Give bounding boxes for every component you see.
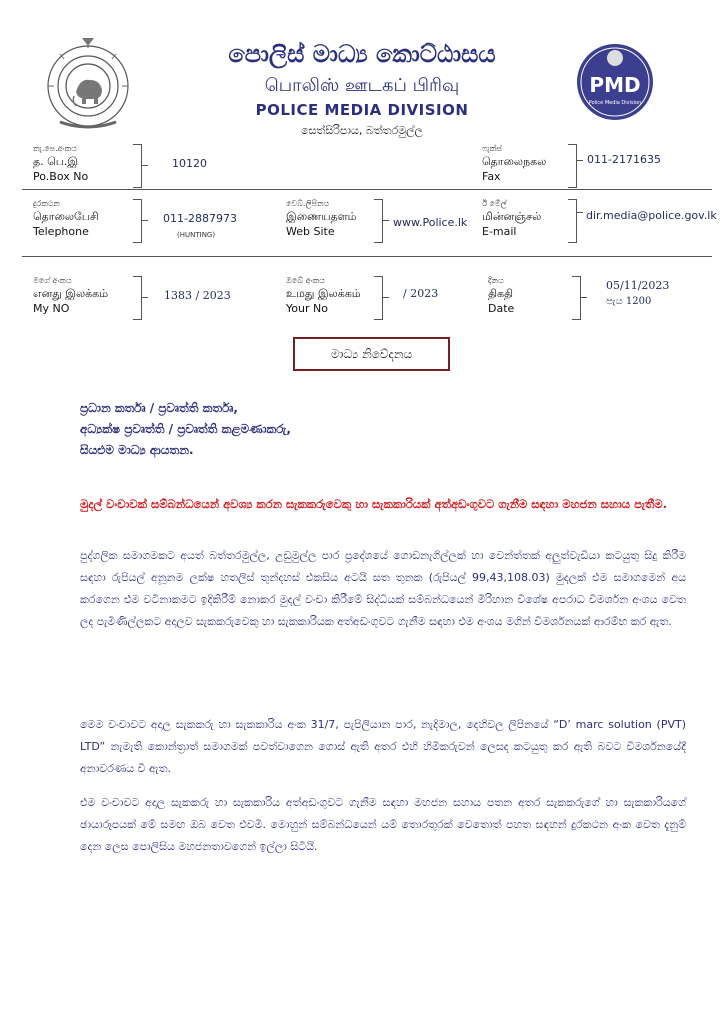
my-no-labels [33,276,108,316]
email-label-ta: மின்னஞ்சல் [482,210,542,223]
your-no-bracket-tick [382,297,389,298]
date-label-si: දිනය [488,276,504,285]
title-english: POLICE MEDIA DIVISION [255,101,469,119]
date-label-ta: திகதி [488,287,514,300]
fax-label-si: ෆැක්ස් [482,144,502,153]
subject-line: මුදල් වංචාවක් සම්බන්ධයෙන් අවශ්‍ය කරන සැකකරුවෙකු හා සැකකාරියක් අත්අඩංගුවට ගැනීම සඳහා මහජන සහාය පැතීම. [80,497,668,511]
title-tamil: பொலிஸ் ஊடகப் பிரிவு [264,75,460,96]
your-no-value: / 2023 [403,287,439,300]
fax-bracket-tick [576,160,583,161]
email-label-en: E-mail [482,225,517,238]
pobox-value: 10120 [172,157,207,170]
pobox-label-si: තැ.පෙ.අංකය [33,144,77,153]
pmd-logo-subtext: Police Media Division [588,100,642,106]
title-sinhala: පොලිස් මාධ්‍ය කොට්ඨාසය [228,40,496,68]
divider-1 [22,189,712,190]
telephone-label-en: Telephone [33,225,89,238]
body-paragraph-2: මෙම වංචාවට අදාල සැකකරු හා සැකකාරිය අංක 31/7, පැපිලියාන පාර, නැදිමාල, දෙහිවල ලිපිනයේ “D’ marc solution (PVT) LTD” නැමැති කොන්ත්‍රාත් සමාගමක් පවත්වාගෙන ගොස් ඇති අතර එහි හිමිකරුවන් ලෙසද කටයුතු කර ඇති බවට විමර්ශනයේදී අනාවරණය වී ඇත. [80,718,686,775]
telephone-value: 011-2887973 [163,212,237,225]
website-bracket [374,199,383,243]
your-no-label-ta: உமது இலக்கம் [286,287,361,300]
telephone-labels [33,199,99,239]
telephone-label-ta: தொலைபேசி [33,210,99,223]
fax-bracket [568,144,577,188]
email-bracket-tick [576,212,583,213]
pobox-labels [33,144,88,184]
your-no-labels [286,276,361,316]
fax-value: 011-2171635 [587,153,661,166]
fax-labels [482,144,546,184]
telephone-bracket-tick [141,220,148,221]
your-no-label-si: ඔබේ අංකය [286,276,325,285]
my-no-label-si: මගේ අංකය [33,276,72,285]
your-no-label-en: Your No [286,302,328,315]
website-link[interactable]: www.Police.lk [393,216,468,229]
date-value: 05/11/2023 [606,279,670,292]
your-no-bracket [374,276,383,320]
my-no-value: 1383 / 2023 [164,289,231,302]
divider-2 [22,256,712,257]
email-labels [482,199,541,239]
date-label-en: Date [488,302,515,315]
website-labels [286,199,356,239]
my-no-bracket [133,276,142,320]
addressee-line-3: සියළුම මාධ්‍ය ආයතන. [80,443,194,457]
my-no-label-ta: எனது இலக்கம் [33,287,109,300]
my-no-label-en: My NO [33,302,70,315]
website-label-en: Web Site [286,225,335,238]
pmd-logo-text: PMD [589,73,641,97]
addressee-line-1: ප්‍රධාන කර්තෘ / ප්‍රවෘත්ති කර්තෘ, [80,401,238,415]
website-label-si: වෙබ්.ලිපිනය [286,199,330,208]
notice-title: මාධ්‍ය නිවේදනය [330,346,413,361]
my-no-bracket-tick [141,297,148,298]
email-link[interactable]: dir.media@police.gov.lk [586,209,717,222]
pobox-bracket [133,144,142,188]
date-time: පැය 1200 [606,296,652,307]
date-labels [488,276,514,316]
website-label-ta: இணையதளம் [286,210,357,223]
date-bracket [572,276,581,320]
addressee-block [80,398,291,461]
pobox-label-en: Po.Box No [33,170,89,183]
pobox-bracket-tick [141,165,148,166]
body-paragraph-1: පුද්ගලික සමාගමකට අයත් බත්තරමුල්ල, උඩුමුල්ල පාර ප්‍රදේශයේ ගොඩනැගිල්ලක් හා වෙන්ත්තක් අලුත්වැඩියා කටයුතු සිදු කිරීම සඳහා රුපියල් අනූනම ලක්ෂ හතලිස් තුන්දහස් එකසිය අටයි සත තුනක (රුපියල් 99,43,108.03) මුදලක් එම සමාගමෙන් අය කරගෙන එම වටිනාකමට ඉදිකිරීම් නොකර මුදල් වංචා කිරීමේ සිද්ධියක් සම්බන්ධයෙන් මිරිහාන විශේෂ අපරාධ විමර්ශන අංශය වෙත ලද පැමිණිල්ලකට අදාලව සැකකරුවෙකු හා සැකකාරියක අත්අඩංගුවට ගැනීම සඳහා එම අංශය මගින් විමර්ශනයක් ආරම්භ කර ඇත. [80,549,686,628]
date-bracket-tick [580,297,587,298]
telephone-bracket [133,199,142,243]
notice-title-box [293,337,450,371]
email-bracket [568,199,577,243]
telephone-label-si: දුරකථන [33,199,60,208]
fax-label-en: Fax [482,170,501,183]
addressee-line-2: අධ්‍යක්ෂ ප්‍රවෘත්ති / ප්‍රවෘත්ති කළමණාකරු, [80,422,291,436]
office-address: සෙත්සිරිපාය, බත්තරමුල්ල [301,124,423,137]
fax-label-ta: தொலைநகல [482,155,547,168]
website-bracket-tick [382,220,389,221]
pobox-label-ta: த. பெ.இ [33,155,79,168]
email-label-si: ඊ මේල් [482,199,507,208]
body-paragraph-3: එම වංචාවට අදාල සැකකරු හා සැකකාරිය අත්අඩංගුවට ගැනීම සඳහා මහජන සහාය පතන අතර සැකකරුගේ හා සැකකාරියගේ ඡායාරූපයක් මේ සමඟ ඔබ වෙත එවමි. මොහුන් සම්බන්ධයෙන් යම් තොරතුරක් වෙතොත් පහත සඳහන් දුරකථන අංක වෙත දැනුම් දෙන ලෙස පොලිසිය මහජනතාවගෙන් ඉල්ලා සිටියි. [80,796,686,853]
telephone-hunting-note: (HUNTING) [177,231,216,239]
